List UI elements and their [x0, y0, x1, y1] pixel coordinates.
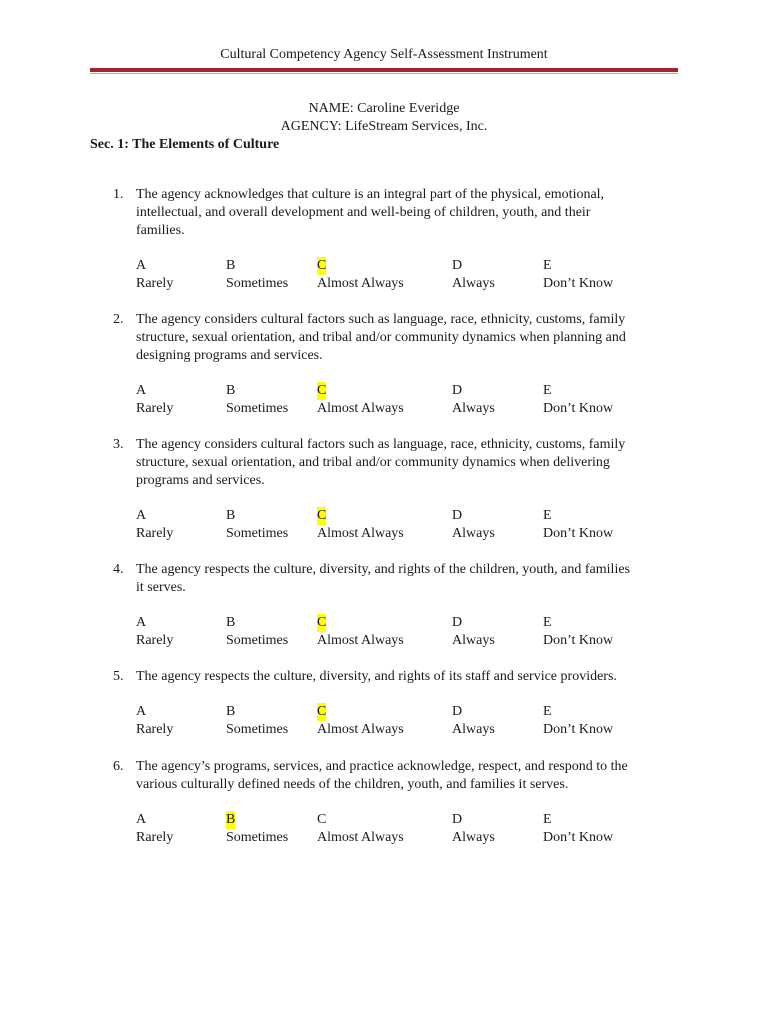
response-option-b[interactable] [226, 703, 316, 739]
response-option-e[interactable] [543, 703, 633, 739]
option-letter: D [452, 812, 463, 827]
option-label: Don’t Know [543, 722, 614, 737]
option-label: Sometimes [226, 722, 289, 737]
question-text-line: families. [136, 223, 185, 238]
option-letter: D [452, 508, 463, 523]
option-label: Rarely [136, 830, 174, 845]
response-option-c[interactable] [317, 703, 407, 739]
response-option-c[interactable] [317, 382, 407, 418]
option-label: Rarely [136, 276, 174, 291]
agency-line: AGENCY: LifeStream Services, Inc. [280, 119, 488, 134]
option-label: Don’t Know [543, 633, 614, 648]
question-text-line: The agency acknowledges that culture is an integral part of the physical, emotional, [136, 187, 605, 202]
question-item [113, 668, 673, 737]
question-text-line: designing programs and services. [136, 348, 323, 363]
question-text [136, 758, 666, 794]
question-text-line: The agency considers cultural factors such as language, race, ethnicity, customs, family [136, 312, 626, 327]
response-option-a[interactable] [136, 811, 226, 847]
option-label: Don’t Know [543, 401, 614, 416]
option-letter: E [543, 258, 552, 273]
question-text-line: The agency respects the culture, diversity, and rights of its staff and service providers. [136, 669, 617, 684]
question-number: 1. [113, 187, 124, 202]
question-text-line: The agency’s programs, services, and practice acknowledge, respect, and respond to the [136, 759, 628, 774]
document-header-title: Cultural Competency Agency Self-Assessment Instrument [220, 47, 548, 62]
response-option-a[interactable] [136, 257, 226, 293]
option-label: Rarely [136, 526, 174, 541]
response-option-d[interactable] [452, 614, 542, 650]
option-label: Rarely [136, 633, 174, 648]
response-option-d[interactable] [452, 507, 542, 543]
response-option-c[interactable] [317, 614, 407, 650]
response-option-e[interactable] [543, 811, 633, 847]
response-option-d[interactable] [452, 257, 542, 293]
question-number: 6. [113, 759, 124, 774]
question-text [136, 668, 666, 686]
option-letter: D [452, 615, 463, 630]
option-label: Almost Always [317, 722, 404, 737]
option-label: Always [452, 526, 495, 541]
response-option-b[interactable] [226, 257, 316, 293]
response-option-b[interactable] [226, 507, 316, 543]
option-label: Almost Always [317, 633, 404, 648]
question-text-line: The agency respects the culture, diversity, and rights of the children, youth, and families [136, 562, 630, 577]
response-option-c[interactable] [317, 507, 407, 543]
option-label: Always [452, 633, 495, 648]
option-letter: B [226, 258, 236, 273]
question-text [136, 436, 666, 490]
response-option-a[interactable] [136, 703, 226, 739]
response-option-a[interactable] [136, 507, 226, 543]
option-label: Sometimes [226, 401, 289, 416]
option-letter: C [317, 615, 327, 630]
response-option-a[interactable] [136, 614, 226, 650]
option-label: Always [452, 830, 495, 845]
response-option-c[interactable] [317, 811, 407, 847]
question-number: 2. [113, 312, 124, 327]
option-letter: A [136, 704, 147, 719]
option-letter: C [317, 383, 327, 398]
option-label: Sometimes [226, 526, 289, 541]
option-letter: E [543, 615, 552, 630]
option-label: Don’t Know [543, 830, 614, 845]
question-text-line: structure, sexual orientation, and tribal and/or community dynamics when planning and [136, 330, 626, 345]
option-label: Rarely [136, 401, 174, 416]
response-option-e[interactable] [543, 257, 633, 293]
question-text-line: programs and services. [136, 473, 265, 488]
response-option-e[interactable] [543, 507, 633, 543]
header-rule [90, 68, 678, 72]
section-title: Sec. 1: The Elements of Culture [90, 137, 280, 152]
response-option-b[interactable] [226, 382, 316, 418]
option-label: Always [452, 276, 495, 291]
name-line: NAME: Caroline Everidge [308, 101, 460, 116]
option-letter: C [317, 258, 327, 273]
option-label: Almost Always [317, 830, 404, 845]
question-item [113, 436, 673, 541]
response-option-b[interactable] [226, 614, 316, 650]
response-option-e[interactable] [543, 382, 633, 418]
option-letter: D [452, 258, 463, 273]
option-label: Sometimes [226, 276, 289, 291]
response-option-d[interactable] [452, 382, 542, 418]
option-letter: D [452, 383, 463, 398]
option-letter: C [317, 508, 327, 523]
question-number: 5. [113, 669, 124, 684]
question-text-line: structure, sexual orientation, and tribal and/or community dynamics when delivering [136, 455, 610, 470]
option-label: Almost Always [317, 526, 404, 541]
question-number: 4. [113, 562, 124, 577]
question-text [136, 561, 666, 597]
option-letter: D [452, 704, 463, 719]
option-letter: C [317, 812, 327, 827]
option-label: Rarely [136, 722, 174, 737]
option-letter: A [136, 508, 147, 523]
option-letter: A [136, 615, 147, 630]
option-letter: E [543, 812, 552, 827]
option-letter: B [226, 508, 236, 523]
option-letter: E [543, 704, 552, 719]
response-option-d[interactable] [452, 811, 542, 847]
option-label: Always [452, 722, 495, 737]
question-item [113, 311, 673, 416]
option-label: Always [452, 401, 495, 416]
option-label: Sometimes [226, 633, 289, 648]
response-option-e[interactable] [543, 614, 633, 650]
question-item [113, 758, 673, 845]
question-text-line: intellectual, and overall development and well-being of children, youth, and their [136, 205, 591, 220]
option-letter: E [543, 508, 552, 523]
option-letter: C [317, 704, 327, 719]
option-label: Almost Always [317, 276, 404, 291]
response-option-b[interactable] [226, 811, 316, 847]
question-item [113, 186, 673, 291]
option-letter: A [136, 258, 147, 273]
option-letter: B [226, 383, 236, 398]
option-label: Don’t Know [543, 276, 614, 291]
option-label: Don’t Know [543, 526, 614, 541]
response-option-c[interactable] [317, 257, 407, 293]
header-rule-thin [90, 73, 678, 74]
question-text [136, 186, 666, 240]
option-letter: B [226, 615, 236, 630]
option-letter: A [136, 812, 147, 827]
option-label: Almost Always [317, 401, 404, 416]
option-letter: B [226, 704, 236, 719]
question-text [136, 311, 666, 365]
response-option-d[interactable] [452, 703, 542, 739]
question-text-line: The agency considers cultural factors such as language, race, ethnicity, customs, family [136, 437, 626, 452]
question-item [113, 561, 673, 648]
option-label: Sometimes [226, 830, 289, 845]
option-letter: B [226, 812, 236, 827]
option-letter: E [543, 383, 552, 398]
response-option-a[interactable] [136, 382, 226, 418]
question-number: 3. [113, 437, 124, 452]
question-text-line: various culturally defined needs of the children, youth, and families it serves. [136, 777, 569, 792]
option-letter: A [136, 383, 147, 398]
question-text-line: it serves. [136, 580, 186, 595]
